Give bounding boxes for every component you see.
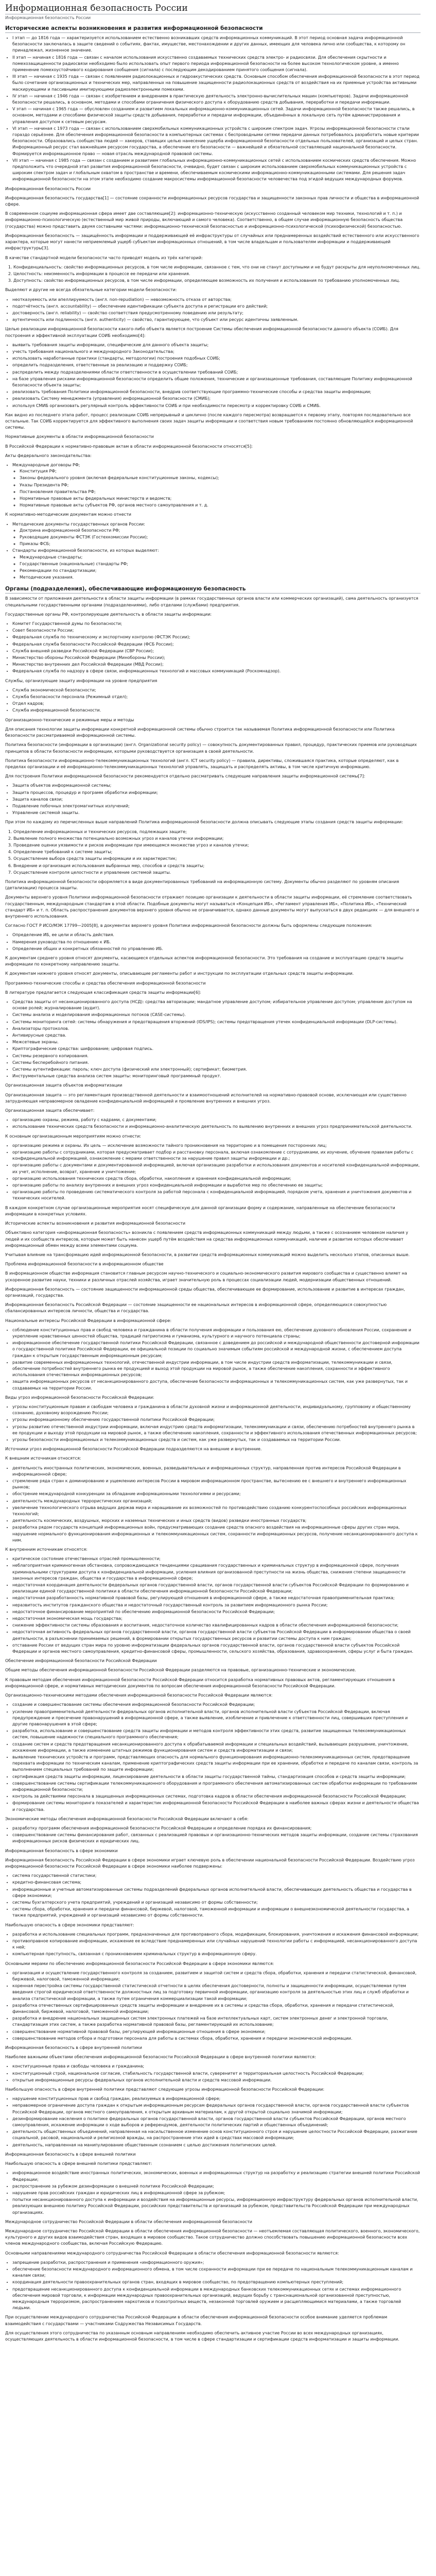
list-item: • угрозы конституционным правам и свободам человека и гражданина в области духовной жизни и информационной деятельности, индивидуальному, групповому и общественному сознанию, духовному возрождению России; bbox=[12, 1404, 421, 1416]
list-item: • информационное воздействие иностранных политических, экономических, военных и информационных структур на разработку и реализацию стратегии внешней политики Российской Федерации; bbox=[12, 2170, 421, 2182]
paragraph: Источники угроз информационной безопасности Российской Федерации подразделяются на внешние и внутренние. bbox=[5, 1447, 262, 1452]
paragraph: В информационном обществе информация становится главным ресурсом научно-технического и социально-экономического развития мирового сообщества и существенно влияет на ускоренное развитие науки, техники и различных отраслей хозяйства, играет значительную роль в процессах социализации людей, модернизации общественных отношений. bbox=[5, 1271, 407, 1282]
list-item: • Федеральная служба безопасности Российской Федерации (ФСБ России); bbox=[12, 641, 421, 648]
list-item: • недостаточная экономическая мощь государства; bbox=[12, 1616, 421, 1622]
paragraph: Информационная безопасность в сфере экономики bbox=[5, 1848, 118, 1853]
paragraph: Организационно-техническими методами обеспечения информационной безопасности Российской Федерации являются: bbox=[5, 1693, 273, 1698]
list-item: • организацию режима и охраны. Их цель — исключение возможности тайного проникновения на территорию и в помещения посторонних лиц; bbox=[12, 1143, 421, 1149]
list-item: • создание и совершенствование системы обеспечения информационной безопасности Российской Федерации; bbox=[12, 1702, 421, 1708]
list-item: • информационные и учетные автоматизированные системы подразделений федеральных органов исполнительной власти, обеспечивающих деятельность общества и государства в сфере экономики; bbox=[12, 1887, 421, 1899]
paragraph: Политика информационной безопасности оформляется в виде документированных требований на информационную систему. Документы обычно разделяют по уровням описания (детализации) процесса защиты. bbox=[5, 879, 399, 891]
list-item: • I этап — до 1816 года — характеризуется использованием естественно возникавших средств информационных коммуникаций. В этот период основная задача информационной безопасности заключалась в защите сведений о событиях, фактах, имуществе, местонахождении и других данных, имеющих для человека лично или сообщества, к которому он принадлежал, жизненное значение. bbox=[12, 35, 421, 54]
bullet-list bbox=[12, 1702, 421, 1812]
list-item: • обеспечение безопасности международного информационного обмена, в том числе сохранности информации при ее передаче по национальным телекоммуникационным каналам и каналам связи; bbox=[12, 2266, 421, 2279]
list-item: • Защита объектов информационной системы; bbox=[12, 783, 421, 789]
list-item: 1. Конфиденциальность: свойство информационных ресурсов, в том числе информации, связанное с тем, что они не станут доступными и не будут раскрыты для неуполномоченных лиц. bbox=[13, 264, 421, 270]
paragraph: В современном социуме информационная сфера имеет две составляющие[2]: информационно-техническую (искусственно созданный человеком мир техники, технологий и т. п.) и информационно-психологическую (естественный мир живой природы, включающий и самого человека). Соответственно, в общем случае информационную безопасность общества (государства) можно представить двумя составными частями: информационно-технической безопасностью и информационно-психологической (психофизической) безопасностью. bbox=[5, 211, 403, 229]
list-item: • организацию охраны, режима, работу с кадрами, с документами; bbox=[12, 1117, 421, 1123]
bullet-list bbox=[12, 2063, 421, 2083]
list-item: • Федеральная служба по надзору в сфере связи, информационных технологий и массовых коммуникаций (Роскомнадзор). bbox=[12, 668, 421, 674]
list-item: • недостаточная координация деятельности федеральных органов государственной власти, органов государственной власти субъектов Российской Федерации по формированию и реализации единой государственной политики в области обеспечения информационной безопасности Российской Федерации; bbox=[12, 1582, 421, 1595]
bullet-list bbox=[12, 521, 421, 581]
list-item: • реализовать требования Политики информационной безопасности, внедрив соответствующие программно-технические способы и средства защиты информации; bbox=[12, 389, 421, 395]
list-item: • организацию работы по проведению систематического контроля за работой персонала с конфиденциальной информацией, порядком учета, хранения и уничтожения документов и технических носителей. bbox=[12, 1189, 421, 1201]
bullet-list bbox=[12, 932, 421, 952]
list-item: • совершенствование системы финансирования работ, связанных с реализацией правовых и организационно-технических методов защиты информации, создание системы страхования информационных рисков физических и юридических лиц. bbox=[12, 1832, 421, 1844]
list-item: • открытые информационные ресурсы федеральных органов исполнительной власти и средств массовой информации. bbox=[12, 2077, 421, 2083]
paragraph: В Российской Федерации к нормативно-правовым актам в области информационной безопасности относятся[5]: bbox=[5, 444, 253, 449]
list-item: • Совет безопасности России; bbox=[12, 628, 421, 634]
bullet-list bbox=[12, 687, 421, 714]
paragraph: Политика безопасности информационно-телекоммуникационных технологий (англ. ICT security policy) — правила, директивы, сложившаяся практика, которые определяют, как в пределах организации и её информационно-телекоммуникационных технологий управлять, защищать и распределять активы, в том числе критичную информацию. bbox=[5, 758, 399, 769]
bullet-list bbox=[12, 2096, 421, 2148]
paragraph: Основными направлениями международного сотрудничества Российской Федерации в области обеспечения информационной безопасности являются: bbox=[5, 2250, 339, 2256]
list-item: • усиление правоприменительной деятельности федеральных органов исполнительной власти, органов исполнительной власти субъектов Российской Федерации, включая предупреждение и пресечение правонарушений в информационной сфере, а также выявление, изобличение и привлечение к ответственности лиц, совершивших преступления и другие правонарушения в этой сфере; bbox=[12, 1709, 421, 1728]
paragraph: Наибольшую опасность в сфере внутренней политики представляют следующие угрозы информационной безопасности Российской Федерации: bbox=[5, 2087, 325, 2092]
list-item: • выявление технических устройств и программ, представляющих опасность для нормального функционирования информационно-телекоммуникационных систем, предотвращение перехвата информации по техническим каналам, применение криптографических средств защиты информации при ее хранении, обработке и передаче по каналам связи, контроль за выполнением специальных требований по защите информации; bbox=[12, 1754, 421, 1773]
list-item: • разработка, использование и совершенствование средств защиты информации и методов контроля эффективности этих средств, развитие защищенных телекоммуникационных систем, повышение надежности специального программного обеспечения; bbox=[12, 1728, 421, 1740]
paragraph: К основным организационным мероприятиям можно отнести: bbox=[5, 1133, 142, 1139]
list-item: • информационное обеспечение государственной политики Российской Федерации, связанное с доведением до российской и международной общественности достоверной информации о государственной политике Российской Федерации, ее официальной позиции по социально значимым событиям российской и международной жизни, с обеспечением доступа граждан к открытым государственным информационным ресурсам; bbox=[12, 1340, 421, 1359]
paragraph: Для построения Политики информационной безопасности рекомендуется отдельно рассматривать следующие направления защиты информационной системы[7]: bbox=[5, 774, 365, 779]
paragraph: Наибольшую опасность в сфере внешней политики представляют: bbox=[5, 2161, 152, 2166]
bullet-list bbox=[12, 462, 421, 509]
list-item: 7. Осуществление контроля целостности и управление системой защиты. bbox=[13, 870, 421, 876]
list-item: • попытки несанкционированного доступа к информации и воздействия на информационные ресурсы, информационную инфраструктуру федеральных органов исполнительной власти, реализующих внешнюю политику Российской Федерации, российских представительств и организаций за рубежом, представительств Российской Федерации при международных организациях. bbox=[12, 2197, 421, 2216]
paragraph: Исторические аспекты возникновения и развития информационной безопасности bbox=[5, 1221, 186, 1226]
list-item: • Служба информационной безопасности. bbox=[12, 707, 421, 714]
bullet-list bbox=[12, 1404, 421, 1443]
list-item: • Системы бесперебойного питания. bbox=[12, 1060, 421, 1066]
paragraph: Для описания технологии защиты информации конкретной информационной системы обычно строится так называемая Политика информационной безопасности или Политика безопасности рассматриваемой информационной системы. bbox=[5, 726, 395, 738]
list-item: • недостаточная активность федеральных органов государственной власти, органов государственной власти субъектов Российской Федерации в информировании общества о своей деятельности, в разъяснении принимаемых решений, в формировании открытых государственных ресурсов и развитии системы доступа к ним граждан; bbox=[12, 1629, 421, 1641]
list-item: • IV этап — начиная с 1946 года — связан с изобретением и внедрением в практическую деятельность электронно-вычислительных машин (компьютеров). Задачи информационной безопасности решались, в основном, методами и способами ограничения физического доступа к оборудованию средств добывания, переработки и передачи информации. bbox=[12, 93, 421, 106]
list-item bbox=[12, 548, 421, 581]
list-item: • коренная перестройка системы государственной статистической отчетности в целях обеспечения достоверности, полноты и защищенности информации, осуществляемая путем введения строгой юридической ответственности должностных лиц за подготовку первичной информации, организацию контроля за деятельностью этих лиц и служб обработки и анализа статистической информации, а также путем ограничения коммерциализации такой информации; bbox=[12, 1983, 421, 2002]
paragraph: Документы верхнего уровня Политики информационной безопасности отражают позицию организации к деятельности в области защиты информации, её стремление соответствовать государственным, международным стандартам в этой области. Подобные документы могут называться «Концепция ИБ», «Регламент управления ИБ», «Политика ИБ», «Технический стандарт ИБ» и т. п. Область распространения документов верхнего уровня обычно не ограничивается, однако данные документы могут выпускаться в двух редакциях — для внешнего и внутреннего использования. bbox=[5, 895, 419, 919]
list-item: • Криптографические средства: шифрование; цифровая подпись. bbox=[12, 1046, 421, 1052]
list-item: • Министерство внутренних дел Российской Федерации (МВД России); bbox=[12, 662, 421, 668]
list-item: • организацию использования технических средств сбора, обработки, накопления и хранения конфиденциальной информации; bbox=[12, 1176, 421, 1182]
paragraph: Информационная безопасность — состояние защищенности информационной среды общества, обеспечивающее ее формирование, использование и развитие в интересах граждан, организаций, государства. bbox=[5, 1286, 405, 1298]
paragraph: При осуществлении международного сотрудничества Российской Федерации в области обеспечения информационной безопасности особое внимание уделяется проблемам взаимодействия с государствами — участниками Содружества Независимых Государств. bbox=[5, 2315, 388, 2326]
bullet-list bbox=[12, 783, 421, 816]
list-item: • Межсетевые экраны. bbox=[12, 1039, 421, 1045]
paragraph: Наиболее важными объектами обеспечения информационной безопасности Российской Федерации в сфере внутренней политики являются: bbox=[5, 2055, 316, 2060]
list-item: • II этап — начиная с 1816 года — связан с началом использования искусственно создаваемых технических средств электро- и радиосвязи. Для обеспечения скрытности и помехозащищенности радиосвязи необходимо было использовать опыт первого периода информационной безопасности на более высоком технологическом уровне, а именно применение помехоустойчивого кодирования сообщения (сигнала) с последующим декодированием принятого сообщения (сигнала). bbox=[12, 55, 421, 74]
paragraph: Организационная защита объектов информатизации bbox=[5, 1083, 123, 1088]
section-heading: Исторические аспекты возникновения и развития информационной безопасности bbox=[5, 25, 421, 33]
list-item: • Служба безопасности персонала (Режимный отдел); bbox=[12, 694, 421, 700]
nested-list-item: ◦ Указы Президента РФ; bbox=[20, 482, 421, 488]
paragraph: Экономические методы обеспечения информационной безопасности Российской Федерации включают в себя: bbox=[5, 1816, 249, 1821]
paragraph: Согласно ГОСТ Р ИСО/МЭК 17799—2005[8], в документах верхнего уровня Политики информационной безопасности должны быть оформлены следующие положения: bbox=[5, 923, 372, 928]
list-item: • увеличение технологического отрыва ведущих держав мира и наращивание их возможностей по противодействию созданию конкурентоспособных российских информационных технологий; bbox=[12, 1505, 421, 1517]
list-item: • деятельность космических, воздушных, морских и наземных технических и иных средств (видов) разведки иностранных государств; bbox=[12, 1518, 421, 1524]
bullet-list bbox=[12, 1931, 421, 1958]
bullet-list bbox=[12, 1117, 421, 1130]
section-heading: Органы (подразделения), обеспечивающие информационную безопасность bbox=[5, 586, 421, 594]
nested-list-item: ◦ Приказы ФСБ; bbox=[20, 541, 421, 547]
list-item: • распространение за рубежом дезинформации о внешней политике Российской Федерации; bbox=[12, 2183, 421, 2190]
list-item: • распределить между подразделениями области ответственности в осуществлении требований СОИБ; bbox=[12, 369, 421, 376]
list-item: 1. Определение информационных и технических ресурсов, подлежащих защите; bbox=[13, 829, 421, 835]
list-item: • использование технических средств безопасности и информационно-аналитическую деятельность по выявлению внутренних и внешних угроз предпринимательской деятельности. bbox=[12, 1124, 421, 1130]
paragraph: При этом по каждому из перечисленных выше направлений Политика информационной безопасности должна описывать следующие этапы создания средств защиты информации: bbox=[5, 820, 403, 825]
list-item: • обострение международной конкуренции за обладание информационными технологиями и ресурсами; bbox=[12, 1491, 421, 1497]
bullet-list bbox=[12, 1825, 421, 1845]
list-item bbox=[12, 462, 421, 509]
list-item: • достоверность (англ. reliability) — свойство соответствия предусмотренному поведению или результату; bbox=[12, 310, 421, 316]
list-item-label: Методические документы государственных органов России: bbox=[12, 521, 145, 527]
bullet-list bbox=[12, 2260, 421, 2312]
list-item: 5. Осуществление выбора средств защиты информации и их характеристик; bbox=[13, 856, 421, 862]
bullet-list bbox=[12, 1556, 421, 1655]
list-item: • деятельность иностранных политических, экономических, военных, разведывательных и информационных структур, направленная против интересов Российской Федерации в информационной сфере; bbox=[12, 1465, 421, 1478]
list-item: • Анализаторы протоколов. bbox=[12, 1026, 421, 1032]
list-item: 6. Внедрение и организация использования выбранных мер, способов и средств защиты; bbox=[13, 863, 421, 869]
bullet-list bbox=[12, 621, 421, 675]
list-item: 4. Определение требований к системе защиты; bbox=[13, 849, 421, 855]
list-item: • конституционные права и свободы человека и гражданина; bbox=[12, 2063, 421, 2070]
list-item: • кредитно-финансовая система; bbox=[12, 1879, 421, 1886]
paragraph: Международное сотрудничество Российской Федерации в области обеспечения информационной безопасности — неотъемлемая составляющая политического, военного, экономического, культурного и других видов взаимодействия стран, входящих в мировое сообщество. Такое сотрудничество должно способствовать повышению информационной безопасности всех членов международного сообщества, включая Российскую Федерацию. bbox=[5, 2228, 420, 2246]
list-item bbox=[12, 521, 421, 548]
list-item: • деятельность, направленная на манипулирование общественным сознанием с целью достижения политических целей. bbox=[12, 2142, 421, 2148]
list-item: • V этап — начиная с 1965 года — обусловлен созданием и развитием локальных информационно-коммуникационных сетей. Задачи информационной безопасности также решались, в основном, методами и способами физической защиты средств добывания, переработки и передачи информации, объединённых в локальную сеть путём администрирования и управления доступом к сетевым ресурсам. bbox=[12, 106, 421, 125]
paragraph: Целью реализации информационной безопасности какого-либо объекта является построение Системы обеспечения информационной безопасности данного объекта (СОИБ). Для построения и эффективной эксплуатации СОИБ необходимо[4]: bbox=[5, 327, 398, 338]
bullet-list bbox=[12, 1465, 421, 1544]
list-item: • стремление ряда стран к доминированию и ущемлению интересов России в мировом информационном пространстве, вытеснению ее с внешнего и внутреннего информационных рынков; bbox=[12, 1478, 421, 1490]
list-item: • компьютерная преступность, связанная с проникновением криминальных структур в информационную сферу. bbox=[12, 1951, 421, 1957]
paragraph: К нормативно-методическим документам можно отнести bbox=[5, 512, 131, 517]
paragraph: Информационная безопасность — защищённость информации и поддерживающей её инфраструктуры от случайных или преднамеренных воздействий естественного или искусственного характера, которые могут нанести неприемлемый ущерб субъектам информационных отношений, в том числе владельцам и пользователям информации и поддерживающей инфраструктуры[3]. bbox=[5, 233, 420, 251]
bullet-list bbox=[12, 1873, 421, 1919]
list-item: • разработка рядом государств концепций информационных войн, предусматривающих создание средств опасного воздействия на информационные сферы других стран мира, нарушение нормального функционирования информационных и телекоммуникационных систем, сохранности информационных ресурсов, получение несанкционированного доступа к ним. bbox=[12, 1524, 421, 1544]
list-item: • угрозы информационному обеспечению государственной политики Российской Федерации; bbox=[12, 1417, 421, 1423]
list-item: • учесть требования национального и международного Законодательства; bbox=[12, 349, 421, 355]
list-item: • Отдел кадров; bbox=[12, 701, 421, 707]
nested-list-item: ◦ Рекомендации по стандартизации; bbox=[20, 568, 421, 574]
list-item: • организацию работы с сотрудниками, которая предусматривает подбор и расстановку персонала, включая ознакомление с сотрудниками, их изучение, обучение правилам работы с конфиденциальной информацией, ознакомление с мерами ответственности за нарушение правил защиты информации и др.; bbox=[12, 1149, 421, 1162]
list-item: • на базе управления рисками информационной безопасности определить общие положения, технические и организационные требования, составляющие Политику информационной безопасности объекта защиты; bbox=[12, 376, 421, 388]
list-item: • реализовать Систему менеджмента (управления) информационной безопасности (СМИБ); bbox=[12, 396, 421, 402]
bullet-list bbox=[12, 1327, 421, 1392]
list-item: • используя СМИБ организовать регулярный контроль эффективности СОИБ и при необходимости пересмотр и корректировку СОИБ и СМИБ. bbox=[12, 403, 421, 409]
list-item: • противоправное копирование информации, искажение ее вследствие преднамеренных или случайных нарушений технологии работы с информацией, несанкционированного доступа к ней; bbox=[12, 1938, 421, 1951]
list-item: • разработку программ обеспечения информационной безопасности Российской Федерации и определение порядка их финансирования; bbox=[12, 1825, 421, 1832]
list-item: • VI этап — начиная с 1973 года — связан с использованием сверхмобильных коммуникационных устройств с широким спектром задач. Угрозы информационной безопасности стали гораздо серьёзнее. Для обеспечения информационной безопасности в компьютерных системах с беспроводными сетями передачи данных потребовалось разработать новые критерии безопасности. Образовались сообщества людей — хакеров, ставящих целью нанесение ущерба информационной безопасности отдельных пользователей, организаций и целых стран. Информационный ресурс стал важнейшим ресурсом государства, а обеспечение его безопасности — важнейшей и обязательной составляющей национальной безопасности. Формируется информационное право — новая отрасль международной правовой системы. bbox=[12, 126, 421, 157]
paragraph: К документам нижнего уровня относят документы, описывающие регламенты работ и инструкции по эксплуатации отдельных средств защиты информации. bbox=[5, 971, 354, 976]
paragraph: К правовым методам обеспечения информационной безопасности Российской Федерации относится разработка нормативных правовых актов, регламентирующих отношения в информационной сфере, и нормативных методических документов по вопросам обеспечения информационной безопасности Российской Федерации. bbox=[5, 1677, 395, 1688]
paragraph: Международное сотрудничество Российской Федерации в области обеспечения информационной безопасности bbox=[5, 2219, 252, 2224]
numbered-list bbox=[13, 829, 421, 876]
list-item: • дезинформирование населения о политике федеральных органов государственной власти, органов государственной власти субъектов Российской Федерации, органов местного самоуправления, искажение информации о ходе выборов и референдумов, деятельности политических партий и общественных объединений; bbox=[12, 2116, 421, 2128]
list-item: • Федеральная служба по техническому и экспортному контролю (ФСТЭК России); bbox=[12, 634, 421, 640]
list-item: 2. Целостность: неизменность информации в процессе ее передачи или хранения. bbox=[13, 271, 421, 277]
list-item: • нарушение прав российских граждан и юридических лиц в информационной сфере за рубежом; bbox=[12, 2190, 421, 2196]
paragraph: К внешним источникам относятся: bbox=[5, 1456, 81, 1461]
paragraph: Нормативные документы в области информационной безопасности bbox=[5, 434, 154, 439]
numbered-list bbox=[13, 264, 421, 284]
list-item: • неправомерное ограничение доступа граждан к открытым информационным ресурсам федеральных органов государственной власти, органов государственной власти субъектов Российской Федерации, органов местного самоуправления, к открытым архивным материалам, к другой открытой социально значимой информации; bbox=[12, 2103, 421, 2115]
nested-list-item: ◦ Доктрина информационной безопасности РФ; bbox=[20, 528, 421, 534]
paragraph: Организационная защита обеспечивает: bbox=[5, 1108, 95, 1113]
list-item: 2. Выявление полного множества потенциально возможных угроз и каналов утечки информации; bbox=[13, 836, 421, 842]
list-item: • Системы мониторинга сетей: системы обнаружения и предотвращения вторжений (IDS/IPS); системы предотвращения утечек конфиденциальной информации (DLP-системы). bbox=[12, 1019, 421, 1025]
list-item: • системы сбора, обработки, хранения и передачи финансовой, биржевой, налоговой, таможенной информации и информации о внешнеэкономической деятельности государства, а также предприятий, учреждений и организаций независимо от формы собственности. bbox=[12, 1906, 421, 1919]
list-item: • Средства защиты от несанкционированного доступа (НСД): средства авторизации; мандатное управление доступом; избирательное управление доступом; управление доступом на основе ролей; журналирование (аудит). bbox=[12, 999, 421, 1011]
list-item: • совершенствование системы сертификации телекоммуникационного оборудования и программного обеспечения автоматизированных систем обработки информации по требованиям информационной безопасности; bbox=[12, 1781, 421, 1793]
list-item: • сертификация средств защиты информации, лицензирование деятельности в области защиты государственной тайны, стандартизация способов и средств защиты информации; bbox=[12, 1774, 421, 1780]
list-item: • разработка отечественных сертифицированных средств защиты информации и внедрение их в системы и средства сбора, обработки, хранения и передачи статистической, финансовой, биржевой, налоговой, таможенной информации; bbox=[12, 2003, 421, 2015]
paragraph: Учитывая влияние на трансформацию идей информационной безопасности, в развитии средств информационных коммуникаций можно выделить несколько этапов, описанных выше. bbox=[5, 1252, 410, 1257]
nested-list-item: ◦ Государственные (национальные) стандарты РФ; bbox=[20, 561, 421, 567]
list-item: • Министерство обороны Российской Федерации (Минобороны России); bbox=[12, 655, 421, 661]
list-item: • конституционный строй, национальное согласие, стабильность государственной власти, суверенитет и территориальная целостность Российской Федерации; bbox=[12, 2071, 421, 2077]
nested-list-item: ◦ Постановления правительства РФ; bbox=[20, 489, 421, 495]
list-item: • III этап — начиная с 1935 года — связан с появлением радиолокационных и гидроакустических средств. Основным способом обеспечения информационной безопасности в этот период было сочетание организационных и технических мер, направленных на повышение защищенности радиолокационных средств от воздействия на их приемные устройства активными маскирующими и пассивными имитирующими радиоэлектронными помехами. bbox=[12, 74, 421, 93]
bullet-list bbox=[12, 999, 421, 1079]
paragraph: Информационная безопасность в сфере внешней политики bbox=[5, 2151, 136, 2157]
paragraph: Информационная безопасность Российской Федерации в сфере экономики играет ключевую роль в обеспечении национальной безопасности Российской Федерации. Воздействию угроз информационной безопасности Российской Федерации в сфере экономики наиболее подвержены: bbox=[5, 1857, 415, 1869]
list-item: • недостаточное финансирование мероприятий по обеспечению информационной безопасности Российской Федерации; bbox=[12, 1609, 421, 1615]
paragraph: Национальные интересы Российской Федерации в информационной сфере: bbox=[5, 1318, 172, 1323]
list-item: • неразвитость институтов гражданского общества и недостаточный государственный контроль за развитием информационного рынка России; bbox=[12, 1602, 421, 1608]
list-item: • организацию работы по анализу внутренних и внешних угроз конфиденциальной информации и выработке мер по обеспечению ее защиты; bbox=[12, 1182, 421, 1189]
list-item: • совершенствование нормативной правовой базы, регулирующей информационные отношения в сфере экономики; bbox=[12, 2029, 421, 2035]
paragraph: Основными мерами по обеспечению информационной безопасности Российской Федерации в сфере экономики являются: bbox=[5, 1961, 274, 1966]
bullet-list bbox=[12, 1143, 421, 1202]
paragraph: Службы, организующие защиту информации на уровне предприятия bbox=[5, 678, 158, 683]
list-item: • неблагоприятная криминогенная обстановка, сопровождающаяся тенденциями сращивания государственных и криминальных структур в информационной сфере, получения криминальными структурами доступа к конфиденциальной информации, усиления влияния организованной преступности на жизнь общества, снижения степени защищенности законных интересов граждан, общества и государства в информационной сфере; bbox=[12, 1563, 421, 1582]
list-item: • выявить требования защиты информации, специфические для данного объекта защиты; bbox=[12, 342, 421, 348]
paragraph: Наибольшую опасность в сфере экономики представляют: bbox=[5, 1922, 134, 1927]
list-item: • создание систем и средств предотвращения несанкционированного доступа к обрабатываемой информации и специальных воздействий, вызывающих разрушение, уничтожение, искажение информации, а также изменение штатных режимов функционирования систем и средств информатизации и связи; bbox=[12, 1741, 421, 1754]
list-item: • Служба внешней разведки Российской Федерации (СВР России); bbox=[12, 648, 421, 654]
paragraph: Проблема информационной безопасности в информационном обществе bbox=[5, 1262, 164, 1267]
list-item: • снижение эффективности системы образования и воспитания, недостаточное количество квалифицированных кадров в области обеспечения информационной безопасности; bbox=[12, 1622, 421, 1629]
nested-list bbox=[20, 528, 421, 548]
list-item: • отставание России от ведущих стран мира по уровню информатизации федеральных органов государственной власти, органов государственной власти субъектов Российской Федерации и органов местного самоуправления, кредитно-финансовой сферы, промышленности, сельского хозяйства, образования, здравоохранения, сферы услуг и быта граждан. bbox=[12, 1642, 421, 1655]
article-content bbox=[5, 25, 421, 2343]
list-item: • Намерения руководства по отношению к ИБ. bbox=[12, 939, 421, 945]
list-item: • организация и осуществление государственного контроля за созданием, развитием и защитой систем и средств сбора, обработки, хранения и передачи статистической, финансовой, биржевой, налоговой, таможенной информации; bbox=[12, 1970, 421, 1982]
list-item: • Инструментальные средства анализа систем защиты: мониторинговый программный продукт. bbox=[12, 1073, 421, 1079]
list-item: • Защита процессов, процедур и программ обработки информации; bbox=[12, 790, 421, 796]
list-item-label: Международные договоры РФ; bbox=[12, 462, 80, 467]
paragraph: В каждом конкретном случае организационные мероприятия носят специфическую для данной организации форму и содержание, направленные на обеспечение безопасности информации в конкретных условиях. bbox=[5, 1205, 395, 1216]
bullet-list bbox=[12, 342, 421, 409]
list-item: • VII этап — начиная с 1985 года — связан с созданием и развитием глобальных информационно-коммуникационных сетей с использованием космических средств обеспечения. Можно предположить что очередной этап развития информационной безопасности, очевидно, будет связан с широким использованием сверхмобильных коммуникационных устройств с широким спектром задач и глобальным охватом в пространстве и времени, обеспечиваемым космическими информационно-коммуникационными системами. Для решения задач информационной безопасности на этом этапе необходимо создание макросистемы информационной безопасности человечества под эгидой ведущих международных форумов. bbox=[12, 158, 421, 183]
list-item: • подотчётность (англ. accountability) — обеспечение идентификации субъекта доступа и регистрации его действий; bbox=[12, 303, 421, 310]
paragraph: Программно-технические способы и средства обеспечения информационной безопасности bbox=[5, 980, 206, 986]
paragraph: Для осуществления этого сотрудничества по указанным основным направлениям необходимо обеспечить активное участие России во всех международных организациях, осуществляющих деятельность в области информационной безопасности, в том числе в сфере стандартизации и сертификации средств информатизации и защиты информации. bbox=[5, 2330, 399, 2342]
list-item: • координация деятельности правоохранительных органов стран, входящих в мировое сообщество, по предотвращению компьютерных преступлений; bbox=[12, 2279, 421, 2285]
nested-list-item: ◦ Нормативные правовые акты субъектов РФ, органов местного самоуправления и т. д. bbox=[20, 502, 421, 509]
paragraph: Объективно категория «информационная безопасность» возникла с появлением средств информационных коммуникаций между людьми, а также с осознанием человеком наличия у людей и их сообществ интересов, которым может быть нанесен ущерб путём воздействия на средства информационных коммуникаций, наличие и развитие которых обеспечивает информационный обмен между всеми элементами социума. bbox=[5, 1230, 408, 1248]
nested-list-item: ◦ Руководящие документы ФСТЭК (Гостехкомиссии России); bbox=[20, 534, 421, 540]
list-item: • угрозы безопасности информационных и телекоммуникационных средств и систем, как уже развернутых, так и создаваемых на территории России. bbox=[12, 1437, 421, 1443]
list-item: • деятельность международных террористических организаций; bbox=[12, 1498, 421, 1504]
list-item: • Антивирусные средства. bbox=[12, 1032, 421, 1039]
list-item: • Подавление побочных электромагнитных излучений; bbox=[12, 803, 421, 809]
list-item: • Комитет Государственной думы по безопасности; bbox=[12, 621, 421, 627]
paragraph: Информационная безопасность государства[1] — состояние сохранности информационных ресурсов государства и защищенности законных прав личности и общества в информационной сфере. bbox=[5, 195, 420, 207]
list-item: • недостаточная разработанность нормативной правовой базы, регулирующей отношения в информационной сфере, а также недостаточная правоприменительная практика; bbox=[12, 1595, 421, 1601]
list-item: • неотказуемость или апеллируемость (англ. non-repudiation) — невозможность отказа от авторства; bbox=[12, 297, 421, 303]
list-item: • формирование системы мониторинга показателей и характеристик информационной безопасности Российской Федерации в наиболее важных сферах жизни и деятельности общества и государства. bbox=[12, 1800, 421, 1812]
list-item: • контроль за действиями персонала в защищенных информационных системах, подготовка кадров в области обеспечения информационной безопасности Российской Федерации; bbox=[12, 1793, 421, 1800]
paragraph: Как видно из последнего этапа работ, процесс реализации СОИБ непрерывный и циклично (после каждого пересмотра) возвращается к первому этапу, повторяя последовательно все остальные. Так СОИБ корректируется для эффективного выполнения своих задач защиты информации и соответствия новым требованиям постоянно обновляющейся информационной системы. bbox=[5, 412, 413, 430]
paragraph: В литературе предлагается следующая классификация средств защиты информации[6]: bbox=[5, 990, 201, 995]
nested-list-item: ◦ Конституция РФ; bbox=[20, 468, 421, 474]
list-item: • критическое состояние отечественных отраслей промышленности; bbox=[12, 1556, 421, 1562]
list-item: • Служба экономической безопасности; bbox=[12, 687, 421, 693]
paragraph: Информационная безопасность в сфере внутренней политики bbox=[5, 2045, 142, 2050]
list-item: • запрещение разработки, распространения и применения «информационного оружия»; bbox=[12, 2260, 421, 2266]
list-item: • деятельность общественных объединений, направленная на насильственное изменение основ конституционного строя и нарушение целостности Российской Федерации, разжигание социальной, расовой, национальной и религиозной вражды, на распространение этих идей в средствах массовой информации; bbox=[12, 2129, 421, 2141]
paragraph: Организационная защита — это регламентация производственной деятельности и взаимоотношений исполнителей на нормативно-правовой основе, исключающая или существенно затрудняющая неправомерное овладение конфиденциальной информацией и проявление внутренних и внешних угроз. bbox=[5, 1092, 407, 1104]
list-item: • защита информационных ресурсов от несанкционированного доступа, обеспечение безопасности информационных и телекоммуникационных систем, как уже развернутых, так и создаваемых на территории России. bbox=[12, 1379, 421, 1391]
nested-list bbox=[20, 554, 421, 581]
paragraph: Общие методы обеспечения информационной безопасности Российской Федерации разделяются на правовые, организационно-технические и экономические. bbox=[5, 1668, 356, 1673]
paragraph: Акты федерального законодательства: bbox=[5, 453, 92, 458]
paragraph: Выделяют и другие не всегда обязательные категории модели безопасности: bbox=[5, 287, 177, 293]
list-item: • разработка и использование специальных программ, предназначенных для противоправного сбора, модификации, блокирования, уничтожения и искажения финансовой информации; bbox=[12, 1931, 421, 1938]
bullet-list bbox=[12, 35, 421, 183]
list-item: • совершенствование методов отбора и подготовки персонала для работы в системах сбора, обработки, хранения и передачи экономической информации. bbox=[12, 2036, 421, 2042]
list-item: 3. Доступность: свойство информационных ресурсов, в том числе информации, определяющее возможность их получения и использования по требованию уполномоченных лиц. bbox=[13, 278, 421, 284]
list-item: • угрозы развитию отечественной индустрии информации, включая индустрию средств информатизации, телекоммуникации и связи, обеспечению потребностей внутреннего рынка в ее продукции и выходу этой продукции на мировой рынок, а также обеспечению накопления, сохранности и эффективного использования отечественных информационных ресурсов; bbox=[12, 1424, 421, 1436]
bullet-list bbox=[12, 1970, 421, 2042]
list-item: • соблюдение конституционных прав и свобод человека и гражданина в области получения информации и пользования ею, обеспечение духовного обновления России, сохранение и укрепление нравственных ценностей общества, традиций патриотизма и гуманизма, культурного и научного потенциала страны; bbox=[12, 1327, 421, 1340]
list-item: • Защита каналов связи; bbox=[12, 796, 421, 803]
list-item: • Системы аутентификации: пароль; ключ доступа (физический или электронный); сертификат; биометрия. bbox=[12, 1066, 421, 1073]
list-item: • Управление системой защиты. bbox=[12, 810, 421, 816]
list-item: • определить подразделения, ответственные за реализацию и поддержку СОИБ; bbox=[12, 362, 421, 368]
nested-list bbox=[20, 468, 421, 509]
nested-list-item: ◦ Нормативные правовые акты федеральных министерств и ведомств; bbox=[20, 496, 421, 502]
nested-list-item: ◦ Методические указания. bbox=[20, 574, 421, 581]
paragraph: К документам среднего уровня относят документы, касающиеся отдельных аспектов информационной безопасности. Это требования на создание и эксплуатацию средств защиты информации по конкретному направлению защиты. bbox=[5, 955, 404, 967]
nested-list-item: ◦ Законы федерального уровня (включая федеральные конституционные законы, кодексы); bbox=[20, 475, 421, 481]
paragraph: Информационная безопасность России bbox=[5, 186, 91, 191]
list-item: 3. Проведение оценки уязвимости и рисков информации при имеющемся множестве угроз и каналов утечки; bbox=[13, 842, 421, 849]
list-item: • предотвращение несанкционированного доступа к конфиденциальной информации в международных банковских телекоммуникационных сетях и системах информационного обеспечения мировой торговли, к информации международных правоохранительных организаций, ведущих борьбу с транснациональной организованной преступностью, международным терроризмом, распространением наркотиков и психотропных веществ, незаконной торговлей оружием и расщепляющимися материалами, а также торговлей людьми. bbox=[12, 2286, 421, 2312]
nested-list-item: ◦ Международные стандарты; bbox=[20, 554, 421, 561]
paragraph: Обеспечение информационной безопасности Российской Федерации bbox=[5, 1658, 157, 1664]
list-item: • разработка и внедрение национальных защищенных систем электронных платежей на базе интеллектуальных карт, систем электронных денег и электронной торговли, стандартизация этих систем, а также разработка нормативной правовой базы, регламентирующей их использование; bbox=[12, 2015, 421, 2028]
list-item: • Системы резервного копирования. bbox=[12, 1053, 421, 1059]
list-item: • аутентичность или подлинность (англ. authenticity) — свойство, гарантирующее, что субъект или ресурс идентичны заявленным. bbox=[12, 317, 421, 323]
paragraph: Информационная безопасность Российской Федерации — состояние защищенности ее национальных интересов в информационной сфере, определяющихся совокупностью сбалансированных интересов личности, общества и государства. bbox=[5, 1302, 387, 1314]
list-item: • развитие современных информационных технологий, отечественной индустрии информации, в том числе индустрии средств информатизации, телекоммуникации и связи, обеспечение потребностей внутреннего рынка ее продукцией и выход этой продукции на мировой рынок, а также обеспечение накопления, сохранности и эффективного использования отечественных информационных ресурсов; bbox=[12, 1360, 421, 1379]
page-subtitle: Информационная безопасность России bbox=[5, 15, 91, 20]
list-item: • Системы анализа и моделирования информационных потоков (CASE-системы). bbox=[12, 1012, 421, 1018]
paragraph: В качестве стандартной модели безопасности часто приводят модель из трёх категорий: bbox=[5, 255, 203, 260]
paragraph: К внутренним источникам относятся: bbox=[5, 1547, 88, 1552]
bullet-list bbox=[12, 297, 421, 324]
bullet-list bbox=[12, 2170, 421, 2215]
list-item: • система государственной статистики; bbox=[12, 1873, 421, 1879]
list-item: • системы бухгалтерского учета предприятий, учреждений и организаций независимо от формы собственности; bbox=[12, 1900, 421, 1906]
page-title: Информационная безопасность России bbox=[5, 3, 421, 14]
list-item: • Определение ИБ, ее цели и область действия. bbox=[12, 932, 421, 938]
paragraph: Виды угроз информационной безопасности Российской Федерации: bbox=[5, 1395, 154, 1400]
list-item: • организацию работы с документами и документированной информацией, включая организацию разработки и использования документов и носителей конфиденциальной информации, их учет, исполнение, возврат, хранение и уничтожение; bbox=[12, 1162, 421, 1175]
list-item: • Определение общих и конкретных обязанностей по управлению ИБ. bbox=[12, 946, 421, 952]
paragraph: Политика безопасности (информации в организации) (англ. Organizational security policy) — совокупность документированных правил, процедур, практических приемов или руководящих принципов в области безопасности информации, которыми руководствуется организация в своей деятельности. bbox=[5, 742, 417, 754]
paragraph: В зависимости от приложения деятельности в области защиты информации (в рамках государственных органов власти или коммерческих организаций), сама деятельность организуется специальными государственными органами (подразделениями), либо отделами (службами) предприятия. bbox=[5, 596, 418, 607]
list-item: • использовать наработанные практики (стандарты, методологии) построения подобных СОИБ; bbox=[12, 355, 421, 362]
paragraph: Организационно-технические и режимные меры и методы bbox=[5, 717, 134, 722]
list-item: • нарушение конституционных прав и свобод граждан, реализуемых в информационной сфере; bbox=[12, 2096, 421, 2102]
list-item-label: Стандарты информационной безопасности, из которых выделяют: bbox=[12, 548, 159, 553]
paragraph: Государственные органы РФ, контролирующие деятельность в области защиты информации: bbox=[5, 612, 212, 617]
